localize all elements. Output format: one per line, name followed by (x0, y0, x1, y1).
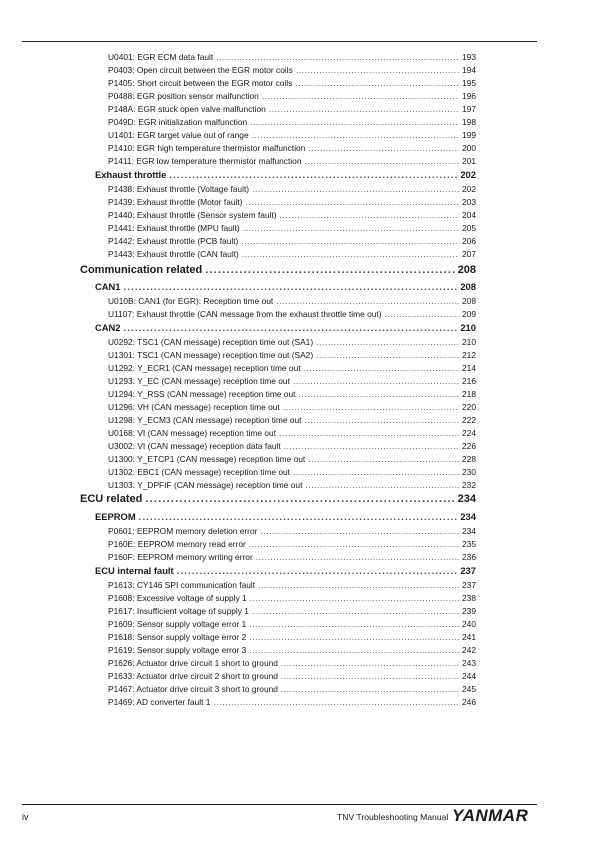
toc-entry-page: 241 (462, 632, 476, 642)
toc-entry[interactable] (108, 552, 476, 564)
toc-entry[interactable] (108, 671, 476, 683)
toc-entry-label: U1293: Y_EC (CAN message) reception time out (108, 376, 290, 386)
toc-entry-label: P049D: EGR initialization malfunction (108, 117, 248, 127)
dot-leader (316, 337, 459, 347)
dot-leader (249, 632, 459, 642)
toc-entry-page: 216 (462, 376, 476, 386)
dot-leader (205, 264, 454, 276)
toc-entry[interactable] (108, 350, 476, 362)
toc-entry[interactable] (108, 363, 476, 375)
toc-entry-page: 196 (462, 91, 476, 101)
dot-leader (293, 376, 459, 386)
toc-entry-label: P1469: AD converter fault 1 (108, 697, 211, 707)
toc-entry[interactable] (108, 632, 476, 644)
toc-entry-label: U1301: TSC1 (CAN message) reception time out (SA2) (108, 350, 314, 360)
toc-entry-label: Communication related (80, 264, 203, 276)
toc-entry-page: 243 (462, 658, 476, 668)
dot-leader (304, 156, 459, 166)
dot-leader (308, 143, 459, 153)
toc-entry-page: 194 (462, 65, 476, 75)
toc-entry-label: P1626: Actuator drive circuit 1 short to ground (108, 658, 278, 668)
toc-entry[interactable] (108, 684, 476, 696)
toc-entry-page: 202 (460, 169, 476, 180)
toc-entry[interactable] (108, 526, 476, 538)
toc-entry-page: 234 (460, 511, 476, 522)
toc-entry-page: 244 (462, 671, 476, 681)
toc-entry-label: P1439: Exhaust throttle (Motor fault) (108, 197, 243, 207)
toc-entry[interactable] (108, 441, 476, 453)
toc-entry-label: U1401: EGR target value out of range (108, 130, 249, 140)
toc-entry[interactable] (108, 78, 476, 90)
toc-entry-page: 198 (462, 117, 476, 127)
toc-entry-page: 199 (462, 130, 476, 140)
dot-leader (298, 389, 459, 399)
toc-entry-label: P1619: Sensor supply voltage error 3 (108, 645, 247, 655)
dot-leader (296, 65, 459, 75)
dot-leader (304, 363, 459, 373)
toc-entry[interactable] (108, 296, 476, 308)
page-number: iv (22, 812, 29, 822)
dot-leader (283, 402, 459, 412)
toc-entry-page: 235 (462, 539, 476, 549)
toc-entry-label: U010B: CAN1 (for EGR): Reception time out (108, 296, 274, 306)
yanmar-logo (452, 806, 542, 824)
toc-section[interactable] (95, 281, 476, 295)
toc-entry-label: P160E: EEPROM memory read error (108, 539, 246, 549)
dot-leader (124, 322, 458, 333)
toc-entry-label: CAN2 (95, 322, 121, 333)
toc-entry-label: U3002: VI (CAN message) reception data fault (108, 441, 281, 451)
toc-entry-label: P0403: Open circuit between the EGR motor coils (108, 65, 293, 75)
toc-entry-label: P1618: Sensor supply voltage error 2 (108, 632, 247, 642)
toc-entry[interactable] (108, 593, 476, 605)
toc-entry-page: 237 (462, 580, 476, 590)
dot-leader (256, 552, 459, 562)
toc-entry[interactable] (108, 415, 476, 427)
toc-entry[interactable] (108, 402, 476, 414)
toc-entry-label: P1410: EGR high temperature thermistor malfunction (108, 143, 306, 153)
toc-entry[interactable] (108, 454, 476, 466)
toc-entry[interactable] (108, 309, 476, 321)
dot-leader (293, 467, 459, 477)
logo-wordmark: YANMAR (452, 806, 529, 824)
toc-entry-page: 208 (457, 264, 476, 276)
toc-entry[interactable] (108, 467, 476, 479)
dot-leader (249, 619, 459, 629)
toc-entry-page: 204 (462, 210, 476, 220)
toc-entry-label: P0601: EEPROM memory deletion error (108, 526, 258, 536)
toc-entry[interactable] (108, 117, 476, 129)
toc-entry-label: EEPROM (95, 511, 136, 522)
dot-leader (295, 78, 459, 88)
toc-entry[interactable] (108, 580, 476, 592)
toc-entry-page: 224 (462, 428, 476, 438)
toc-entry-page: 236 (462, 552, 476, 562)
dot-leader (252, 130, 459, 140)
toc-entry-page: 200 (462, 143, 476, 153)
toc-entry[interactable] (108, 619, 476, 631)
dot-leader (281, 671, 459, 681)
toc-section[interactable] (95, 169, 476, 183)
toc-entry-label: P1440: Exhaust throttle (Sensor system fault) (108, 210, 277, 220)
toc-entry[interactable] (108, 104, 476, 116)
toc-entry-label: ECU internal fault (95, 565, 174, 576)
toc-entry[interactable] (108, 428, 476, 440)
toc-entry-page: 234 (457, 493, 476, 505)
toc-entry[interactable] (108, 658, 476, 670)
dot-leader (169, 169, 457, 180)
toc-entry-label: P1442: Exhaust throttle (PCB fault) (108, 236, 239, 246)
dot-leader (250, 117, 459, 127)
toc-entry-label: U0168: VI (CAN message) reception time out (108, 428, 277, 438)
toc-entry-page: 212 (462, 350, 476, 360)
toc-entry[interactable] (108, 389, 476, 401)
toc-entry-page: 220 (462, 402, 476, 412)
toc-entry[interactable] (108, 337, 476, 349)
toc-entry-page: 240 (462, 619, 476, 629)
toc-entry-label: U1303: Y_DPFIF (CAN message) reception time out (108, 480, 303, 490)
dot-leader (250, 593, 459, 603)
toc-entry-label: P1411: EGR low temperature thermistor malfunction (108, 156, 302, 166)
toc-entry[interactable] (108, 223, 476, 235)
toc-entry-page: 207 (462, 249, 476, 259)
toc-entry[interactable] (108, 249, 476, 261)
dot-leader (305, 415, 460, 425)
dot-leader (269, 104, 459, 114)
toc-entry-label: P1608: Excessive voltage of supply 1 (108, 593, 247, 603)
dot-leader (249, 539, 459, 549)
dot-leader (145, 493, 454, 505)
toc-entry-label: P148A: EGR stuck open valve malfunction (108, 104, 266, 114)
toc-entry[interactable] (108, 52, 476, 64)
toc-entry-label: P1613: CY146 SPI communication fault (108, 580, 256, 590)
toc-entry-page: 208 (462, 296, 476, 306)
dot-leader (385, 309, 459, 319)
toc-entry-label: P1438: Exhaust throttle (Voltage fault) (108, 184, 250, 194)
toc-entry-label: U1294: Y_RSS (CAN message) reception time out (108, 389, 296, 399)
toc-entry-page: 228 (462, 454, 476, 464)
dot-leader (242, 249, 459, 259)
toc-entry-label: U0292: TSC1 (CAN message) reception time out (SA1) (108, 337, 314, 347)
dot-leader (252, 184, 459, 194)
toc-entry-label: P160F: EEPROM memory writing error (108, 552, 253, 562)
dot-leader (279, 428, 459, 438)
dot-leader (262, 91, 459, 101)
toc-entry[interactable] (108, 697, 476, 709)
toc-entry-page: 197 (462, 104, 476, 114)
dot-leader (305, 480, 459, 490)
toc-entry-page: 232 (462, 480, 476, 490)
header-rule (22, 41, 537, 42)
toc-entry-page: 237 (460, 565, 476, 576)
dot-leader (258, 580, 459, 590)
toc-entry-label: P1441: Exhaust throttle (MPU fault) (108, 223, 240, 233)
toc-entry-page: 234 (462, 526, 476, 536)
dot-leader (246, 197, 459, 207)
footer-rule (22, 804, 537, 805)
dot-leader (260, 526, 459, 536)
toc-entry-page: 218 (462, 389, 476, 399)
toc-entry-page: 246 (462, 697, 476, 707)
toc-section[interactable] (95, 565, 476, 579)
toc-entry-page: 208 (460, 281, 476, 292)
toc-entry-label: P1633: Actuator drive circuit 2 short to ground (108, 671, 278, 681)
toc-entry-page: 242 (462, 645, 476, 655)
toc-entry-page: 201 (462, 156, 476, 166)
dot-leader (284, 441, 459, 451)
dot-leader (177, 565, 458, 576)
toc-entry[interactable] (108, 130, 476, 142)
toc-entry-label: ECU related (80, 493, 143, 505)
dot-leader (281, 658, 459, 668)
toc-entry-page: 206 (462, 236, 476, 246)
dot-leader (316, 350, 459, 360)
dot-leader (308, 454, 459, 464)
toc-chapter[interactable] (80, 493, 476, 509)
dot-leader (139, 511, 458, 522)
toc-entry[interactable] (108, 65, 476, 77)
toc-entry-page: 210 (460, 322, 476, 333)
toc-entry[interactable] (108, 91, 476, 103)
toc-entry-page: 195 (462, 78, 476, 88)
toc-entry-page: 205 (462, 223, 476, 233)
toc-entry-page: 230 (462, 467, 476, 477)
dot-leader (243, 223, 459, 233)
toc-section[interactable] (95, 322, 476, 336)
toc-entry-label: U1302: EBC1 (CAN message) reception time out (108, 467, 291, 477)
toc-entry-label: P1467: Actuator drive circuit 3 short to ground (108, 684, 278, 694)
dot-leader (124, 281, 458, 292)
toc-entry-label: P1405: Short circuit between the EGR motor coils (108, 78, 293, 88)
toc-entry-label: U0401: EGR ECM data fault (108, 52, 214, 62)
toc-entry-page: 238 (462, 593, 476, 603)
toc-entry-label: Exhaust throttle (95, 169, 167, 180)
toc-entry[interactable] (108, 539, 476, 551)
toc-entry[interactable] (108, 143, 476, 155)
dot-leader (249, 645, 459, 655)
dot-leader (216, 52, 459, 62)
dot-leader (280, 210, 460, 220)
dot-leader (276, 296, 459, 306)
toc-entry-page: 214 (462, 363, 476, 373)
toc-entry-label: P0488: EGR position sensor malfunction (108, 91, 259, 101)
toc-entry-page: 222 (462, 415, 476, 425)
toc-entry[interactable] (108, 376, 476, 388)
toc-entry[interactable] (108, 645, 476, 657)
toc-entry-label: P1609: Sensor supply voltage error 1 (108, 619, 247, 629)
manual-title: TNV Troubleshooting Manual (337, 812, 449, 822)
toc-entry-label: U1300: Y_ETCP1 (CAN message) reception time out (108, 454, 306, 464)
toc-entry-label: CAN1 (95, 281, 121, 292)
toc-entry-page: 202 (462, 184, 476, 194)
toc-entry-page: 203 (462, 197, 476, 207)
toc-entry[interactable] (108, 236, 476, 248)
toc-entry[interactable] (108, 480, 476, 492)
toc-chapter[interactable] (80, 264, 476, 280)
toc-entry-label: U1292: Y_ECR1 (CAN message) reception time out (108, 363, 301, 373)
toc-entry-page: 209 (462, 309, 476, 319)
toc-entry-label: P1443: Exhaust throttle (CAN fault) (108, 249, 239, 259)
dot-leader (281, 684, 459, 694)
toc-entry-page: 193 (462, 52, 476, 62)
toc-entry[interactable] (108, 606, 476, 618)
toc-section[interactable] (95, 511, 476, 525)
toc-entry-page: 239 (462, 606, 476, 616)
dot-leader (213, 697, 459, 707)
toc-entry-page: 245 (462, 684, 476, 694)
dot-leader (252, 606, 459, 616)
toc-entry-page: 210 (462, 337, 476, 347)
toc-entry-label: U1298: Y_ECM3 (CAN message) reception time out (108, 415, 302, 425)
toc-entry-label: P1617: Insufficient voltage of supply 1 (108, 606, 249, 616)
toc-entry[interactable] (108, 197, 476, 209)
dot-leader (241, 236, 459, 246)
toc-entry[interactable] (108, 156, 476, 168)
toc-entry[interactable] (108, 210, 476, 222)
toc-entry-label: U1296: VH (CAN message) reception time out (108, 402, 280, 412)
toc-entry-label: U1107: Exhaust throttle (CAN message from the exhaust throttle time out) (108, 309, 382, 319)
toc-entry[interactable] (108, 184, 476, 196)
toc-entry-page: 226 (462, 441, 476, 451)
